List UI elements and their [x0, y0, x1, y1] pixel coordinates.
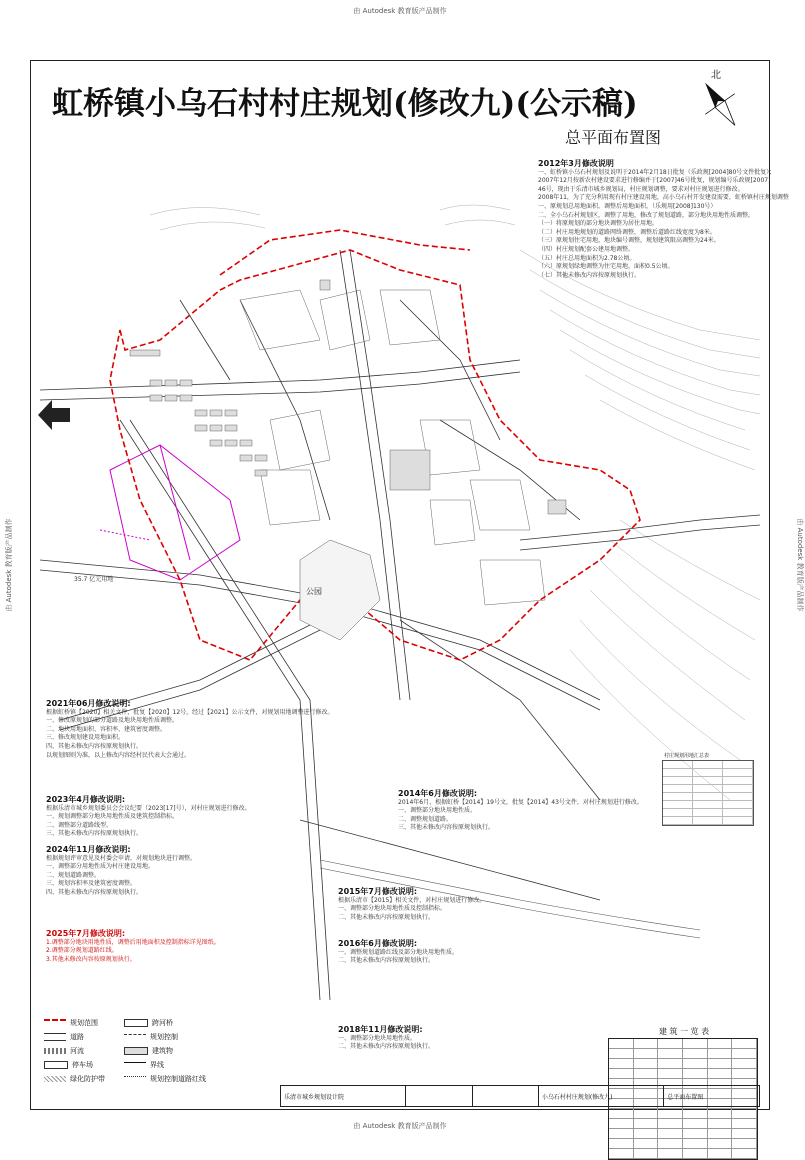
title-block [280, 1085, 760, 1107]
buildings [130, 280, 566, 514]
table-cell [708, 1139, 733, 1148]
note-line: 二、调整部分道路线型。 [46, 821, 113, 829]
table-cell [708, 1059, 733, 1068]
note-line: 二、其他未修改内容按原规划执行。 [338, 957, 435, 965]
road-arrow-icon [38, 400, 70, 430]
note-line: （四）村庄规划配套公建用地调整。 [538, 245, 635, 253]
note-line: 2008年11，为了充分利用现有村庄建设用地，高小乌石村开发建设需要，虹桥镇村庄规划调整 [538, 194, 789, 202]
note-line: 根据规划评审意见及村委会申请，对规划地块进行调整。 [46, 854, 197, 862]
note-line: （一）将原规划的部分地块调整为居住用地。 [538, 220, 659, 228]
legend-swatch [44, 1076, 66, 1082]
title-block-company: 乐清市城乡规划设计院 [281, 1086, 406, 1106]
watermark-top: 由 Autodesk 教育版产品制作 [353, 7, 447, 15]
note-line: 2.调整部分规划道路红线。 [46, 947, 118, 955]
note-line: 根据虹桥镇【2020】相关文件，批复【2020】12号，经过【2021】公示文件，对规划用地调整进行修改。 [46, 708, 334, 716]
table-cell [708, 1109, 733, 1118]
note-line: （三）原规划住宅用地，地块编号调整，规划建筑限高调整为24米。 [538, 237, 720, 245]
note-line: 二、调整规划道路。 [398, 815, 453, 823]
table-cell [732, 1059, 757, 1068]
note-line: 2007年12月按新农村建设要求进行修编并于[2007]46号批复，规划编号乐政规[2007] [538, 177, 771, 185]
notes-2024 [46, 846, 296, 898]
notes-2018 [338, 1026, 568, 1052]
legend-swatch [124, 1076, 146, 1083]
table-cell [609, 1039, 634, 1048]
notes-2015 [338, 888, 568, 922]
table-row [609, 1059, 757, 1069]
note-line: 二、全小乌石村规划区，调整了用地，修改了规划道路，部分地块用地性质调整。 [538, 211, 755, 219]
note-line: 以规划图则为准，以上修改内容经村民代表大会通过。 [46, 751, 191, 759]
table-cell [634, 1039, 659, 1048]
notes-2018-heading: 2018年11月修改说明: [338, 1025, 423, 1034]
table-row [609, 1069, 757, 1079]
title-block-drawing: 总平面布置图 [667, 1093, 704, 1101]
legend-swatch [124, 1062, 146, 1069]
note-line: 二、其他未修改内容按原规划执行。 [338, 913, 435, 921]
note-line: 一、调整部分地块用地性质。 [338, 1034, 417, 1042]
table-cell [683, 1139, 708, 1148]
table-cell [658, 1059, 683, 1068]
notes-2025 [46, 930, 296, 964]
note-line: （五）村庄总用地面积为2.78公顷。 [538, 254, 636, 262]
table-cell [683, 1149, 708, 1158]
table-cell [634, 1069, 659, 1078]
notes-2012 [538, 159, 789, 280]
table-row [609, 1039, 757, 1049]
legend-label: 河流 [70, 1047, 84, 1055]
land-use-table-title: 村庄规划用地汇总表 [664, 753, 710, 759]
table-cell [732, 1109, 757, 1118]
note-line: 46号，现由于乐清市城乡规划局，村庄规划调整，要求对村庄规划进行修改。 [538, 185, 744, 193]
north-label: 北 [711, 70, 721, 81]
notes-2025-heading: 2025年7月修改说明: [46, 929, 126, 938]
notes-2021-heading: 2021年06月修改说明: [46, 699, 131, 708]
table-cell [609, 1149, 634, 1158]
notes-2012-heading: 2012年3月修改说明 [538, 159, 614, 168]
table-cell [683, 1049, 708, 1058]
notes-2015-heading: 2015年7月修改说明: [338, 887, 418, 896]
legend-label: 界线 [150, 1061, 164, 1069]
legend-item [44, 1032, 84, 1042]
table-row [609, 1049, 757, 1059]
table-cell [708, 1049, 733, 1058]
table-cell [732, 1139, 757, 1148]
legend-item [44, 1046, 84, 1056]
note-line: 三、规划容积率及建筑密度调整。 [46, 880, 137, 888]
note-line: 根据乐清市【2015】相关文件，对村庄规划进行修改。 [338, 896, 486, 904]
table-cell [732, 1069, 757, 1078]
table-cell [634, 1149, 659, 1158]
notes-2016 [338, 940, 568, 966]
legend-item [44, 1060, 93, 1070]
table-cell [658, 1139, 683, 1148]
note-line: 四、其他未修改内容按原规划执行。 [46, 888, 143, 896]
note-line: 一、调整部分地块用地性质。 [398, 807, 477, 815]
watermark-right: 由 Autodesk 教育版产品制作 [796, 518, 804, 612]
notes-2021 [46, 699, 334, 760]
road-label: 35.7 亿元用地 [74, 576, 114, 583]
table-cell [683, 1069, 708, 1078]
note-line: 1.调整部分地块用地性质，调整后用地面积及控制指标详见图纸。 [46, 938, 220, 946]
table-cell [683, 1039, 708, 1048]
notes-2023 [46, 796, 296, 839]
title-block-cell [473, 1086, 539, 1106]
title-block-project: 小乌石村村庄规划(修改九) [539, 1086, 664, 1106]
table-cell [609, 1049, 634, 1058]
note-line: 根据乐清市城乡规划委员会会议纪要（2023[17]号），对村庄规划进行修改。 [46, 804, 251, 812]
table-cell [708, 1039, 733, 1048]
land-parcels [240, 290, 545, 605]
legend-swatch [124, 1047, 148, 1055]
note-line: 一、修改原规划的部分道路及地块用地性质调整。 [46, 717, 179, 725]
notes-2014 [398, 789, 643, 833]
upper-boundary [220, 230, 470, 275]
legend-item [44, 1074, 105, 1084]
legend-swatch [44, 1061, 68, 1069]
note-line: 一、调整部分用地性质为村庄建设用地。 [46, 863, 155, 871]
table-cell [732, 1039, 757, 1048]
legend-label: 建筑物 [152, 1047, 173, 1055]
table-cell [634, 1049, 659, 1058]
note-line: （二）村庄用地规划的道路网络调整，调整后道路红线宽度为8米。 [538, 228, 716, 236]
note-line: 一、虹桥镇小乌石村规划及说明于2014年2月18日批复（乐政规[2004]80号文件批复）； [538, 168, 776, 176]
table-cell [732, 1149, 757, 1158]
table-row [609, 1109, 757, 1119]
table-cell [609, 1059, 634, 1068]
note-line: 二、其他未修改内容按原规划执行。 [338, 1043, 435, 1051]
building-table-title: 建 筑 一 览 表 [659, 1027, 710, 1036]
notes-2014-heading: 2014年6月修改说明: [398, 789, 478, 798]
page-title: 虹桥镇小乌石村村庄规划(修改九)(公示稿) [52, 86, 638, 122]
watermark-bottom: 由 Autodesk 教育版产品制作 [353, 1122, 447, 1130]
table-cell [732, 1049, 757, 1058]
legend-item [124, 1046, 173, 1056]
watermark-left: 由 Autodesk 教育版产品制作 [5, 518, 13, 612]
table-cell [609, 1109, 634, 1118]
table-cell [708, 1069, 733, 1078]
table-cell [634, 1139, 659, 1148]
legend-label: 跨河桥 [152, 1019, 173, 1027]
legend-label: 规划控制 [150, 1033, 178, 1041]
notes-2016-heading: 2016年6月修改说明: [338, 939, 418, 948]
title-block-cell [406, 1086, 472, 1106]
note-line: 四、其他未修改内容按原规划执行。 [46, 742, 143, 750]
note-line: 一、规划调整部分地块用地性质及建筑控制指标。 [46, 813, 179, 821]
note-line: （七）其他未修改内容按原规划执行。 [538, 271, 641, 279]
note-line: 二、地块用地面积、容积率、建筑密度调整。 [46, 725, 167, 733]
note-line: 三、其他未修改内容按原规划执行。 [46, 830, 143, 838]
table-cell [708, 1149, 733, 1158]
note-line: 二、规划道路调整。 [46, 871, 101, 879]
legend-item [124, 1060, 164, 1070]
notes-2023-heading: 2023年4月修改说明: [46, 795, 126, 804]
legend-label: 道路 [70, 1033, 84, 1041]
table-row [609, 1139, 757, 1149]
legend-item [124, 1018, 173, 1028]
table-cell [658, 1039, 683, 1048]
note-line: 一、调整部分地块用地性质及控制指标。 [338, 905, 447, 913]
table-cell [683, 1109, 708, 1118]
table-cell [683, 1059, 708, 1068]
legend-swatch [124, 1034, 146, 1041]
note-line: 3.其他未修改内容按原规划执行。 [46, 955, 136, 963]
legend-swatch [44, 1019, 66, 1027]
legend-item [44, 1018, 98, 1028]
table-cell [658, 1149, 683, 1158]
notes-2024-heading: 2024年11月修改说明: [46, 845, 131, 854]
legend-label: 规划范围 [70, 1019, 98, 1027]
park-label: 公园 [306, 587, 322, 596]
legend-label: 规划控制道路红线 [150, 1075, 206, 1083]
legend-label: 停车场 [72, 1061, 93, 1069]
table-cell [658, 1109, 683, 1118]
legend-swatch [44, 1033, 66, 1041]
legend-swatch [44, 1048, 66, 1054]
note-line: 一、原规划总用地面积，调整后用地面积，（乐规用[2008]130号） [538, 202, 717, 210]
table-cell [609, 1139, 634, 1148]
note-line: （六）原规划绿地调整为住宅用地，面积0.5公顷。 [538, 263, 674, 271]
land-use-table [662, 760, 754, 826]
note-line: 三、修改规划建设用地面积。 [46, 734, 125, 742]
note-line: 三、其他未修改内容按原规划执行。 [398, 824, 495, 832]
note-line: 一、调整规划道路红线及部分地块用地性质。 [338, 948, 459, 956]
page-subtitle: 总平面布置图 [565, 128, 662, 147]
note-line: 2014年6月，根据虹桥【2014】19号文，批复【2014】43号文件，对村庄规划进行修改。 [398, 798, 643, 806]
legend-swatch [124, 1019, 148, 1027]
table-cell [609, 1069, 634, 1078]
legend-label: 绿化防护带 [70, 1075, 105, 1083]
table-cell [634, 1059, 659, 1068]
legend-item [124, 1032, 178, 1042]
table-cell [658, 1069, 683, 1078]
table-cell [658, 1049, 683, 1058]
table-cell [634, 1109, 659, 1118]
legend-item [124, 1074, 206, 1084]
table-row [609, 1149, 757, 1159]
